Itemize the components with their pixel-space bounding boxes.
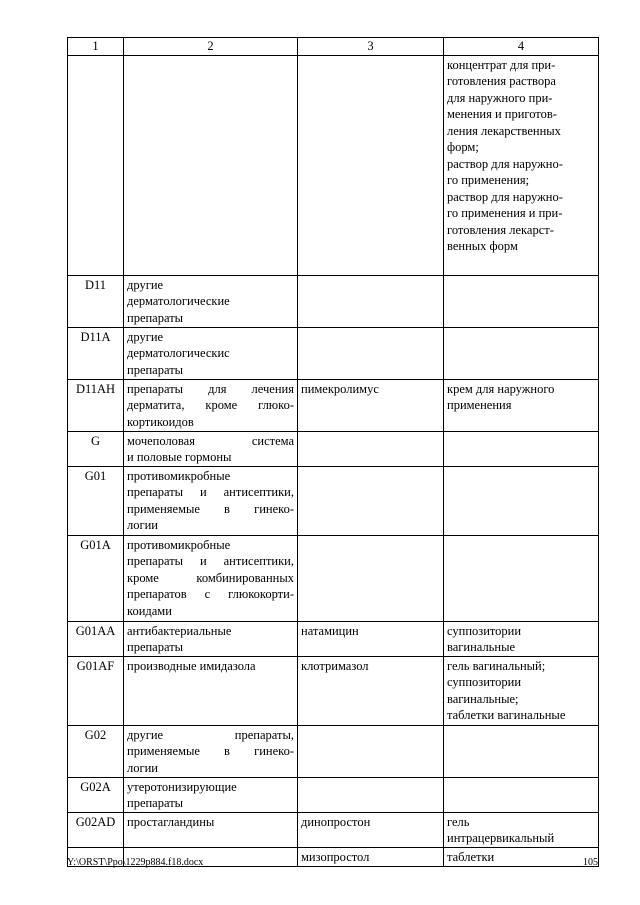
atc-code-cell: G01A [68,535,124,621]
group-name-cell [124,725,298,777]
substance-cell [298,725,444,777]
header-col-2: 2 [124,38,298,56]
cell-text-line: дерматита, кроме глюко- [127,398,294,412]
table-row [68,275,599,327]
cell-text-line: готовления раствора [447,74,556,88]
atc-code-cell: D11AH [68,379,124,431]
cell-text-line: противомикробные [127,537,231,552]
dosage-form-cell [444,621,599,656]
table-row [68,466,599,535]
cell-text-line: интрацервикальный [447,831,555,845]
cell-text-line: го применения; [447,173,530,187]
group-name-cell [124,656,298,725]
cell-text-line: антибактериальные [127,623,232,638]
cell-text-line: препараты [127,310,184,325]
cell-text-line: таблетки [447,849,495,864]
cell-text-line: таблетки вагинальные [447,708,566,722]
header-row [68,38,599,56]
atc-code-cell: G [68,431,124,466]
substance-cell: клотримазол [298,656,444,725]
cell-text-line: простагландины [127,814,215,829]
cell-text-line: суппозитории [447,623,522,638]
dosage-form-cell [444,847,599,866]
cell-text-line: дерматологическис [127,346,230,360]
footer-file-path: Y:\ORST\Ppo\1229p884.f18.docx [67,857,204,868]
atc-code-cell: D11 [68,275,124,327]
group-name-cell [124,535,298,621]
cell-text-line: раствор для наружно- [447,156,563,171]
cell-text-line: другие [127,329,164,344]
cell-text-line: готовления лекарст- [447,222,554,237]
cell-text-line: другие [127,277,164,292]
dosage-form-cell [444,777,599,812]
cell-text-line: для наружного при- [447,90,553,105]
cell-text-line: противомикробные [127,468,231,483]
cell-text-line: го применения и при- [447,206,563,220]
table-row [68,327,599,379]
continuation-row [68,55,599,275]
dosage-form-cell [444,656,599,725]
cell-text-line: форм; [447,140,479,154]
cell-text-line: препараты [127,362,184,377]
substance-cell [298,777,444,812]
dosage-form-cell [444,431,599,466]
cell-text-line: препараты и антисептики, [127,554,294,568]
cell-text-line: кортикоидов [127,414,194,429]
atc-code-cell: G01AF [68,656,124,725]
substance-cell: натамицин [298,621,444,656]
cell-text-line: раствор для наружно- [447,189,563,204]
substance-cell: пимекролимус [298,379,444,431]
cell-text-line: применяемые в гинеко- [127,501,294,516]
group-name-cell [124,621,298,656]
substance-cell [298,535,444,621]
group-name-cell [124,812,298,847]
table-row [68,379,599,431]
dosage-form-cell [444,327,599,379]
table-row [68,621,599,656]
group-name-cell [124,777,298,812]
atc-code-cell: G02AD [68,812,124,847]
cell-text-line: препаратов с глюкокорти- [127,587,294,601]
footer-page-number: 105 [583,857,598,868]
cell-text-line: применяемые в гинеко- [127,744,294,758]
group-name-cell [124,327,298,379]
cell-text-line: применения [447,398,512,412]
atc-code-cell: G02A [68,777,124,812]
substance-cell [298,466,444,535]
atc-code-cell: G01AA [68,621,124,656]
substance-cell: мизопростол [298,847,444,866]
cell-text-line: дерматологические [127,294,230,308]
cell-text-line: венных форм [447,239,518,253]
dosage-form-cell [444,725,599,777]
atc-code-cell: G01 [68,466,124,535]
drug-classification-table [67,37,599,867]
header-col-4: 4 [444,38,599,56]
cont-code-cell [68,55,124,275]
cell-text-line: препараты [127,640,184,654]
dosage-form-cell [444,379,599,431]
table-row [68,431,599,466]
group-name-cell [124,275,298,327]
cell-text-line: вагинальные [447,640,516,654]
cont-form-cell [444,55,599,275]
cell-text-line: препараты и антисептики, [127,485,294,499]
cell-text-line: крем для наружного [447,381,555,396]
substance-cell: динопростон [298,812,444,847]
table-row [68,725,599,777]
dosage-form-cell [444,535,599,621]
table-row [68,535,599,621]
cell-text-line: производные имидазола [127,658,256,673]
cell-text-line: препараты для лечения [127,381,294,396]
cell-text-line: суппозитории [447,675,522,689]
cell-text-line: гель вагинальный; [447,658,546,673]
substance-cell [298,275,444,327]
dosage-form-cell [444,275,599,327]
cell-text-line: и половые гормоны [127,450,232,464]
dosage-form-cell [444,812,599,847]
cell-text-line: препараты [127,796,184,810]
table-row [68,777,599,812]
substance-cell [298,327,444,379]
cell-text-line: концентрат для при- [447,57,556,72]
atc-code-cell: D11A [68,327,124,379]
cell-text-line: мочеполовая система [127,433,294,448]
header-col-3: 3 [298,38,444,56]
cell-text-line: менения и приготов- [447,107,557,121]
cell-text-line: другие препараты, [127,727,294,742]
atc-code-cell: G02 [68,725,124,777]
cell-text-line: логии [127,760,158,775]
cell-text-line: утеротонизирующие [127,779,237,794]
cell-text-line: вагинальные; [447,691,519,706]
group-name-cell [124,431,298,466]
substance-cell [298,431,444,466]
group-name-cell [124,466,298,535]
group-name-cell [124,379,298,431]
cell-text-line: коидами [127,603,172,618]
cont-name-cell [124,55,298,275]
table-row [68,812,599,847]
cell-text-line: логии [127,518,158,532]
table-row [68,656,599,725]
cell-text-line: кроме комбинированных [127,570,294,585]
cont-substance-cell [298,55,444,275]
dosage-form-cell [444,466,599,535]
cell-text-line: гель [447,814,470,829]
cell-text-line: ления лекарственных [447,123,561,138]
header-col-1: 1 [68,38,124,56]
